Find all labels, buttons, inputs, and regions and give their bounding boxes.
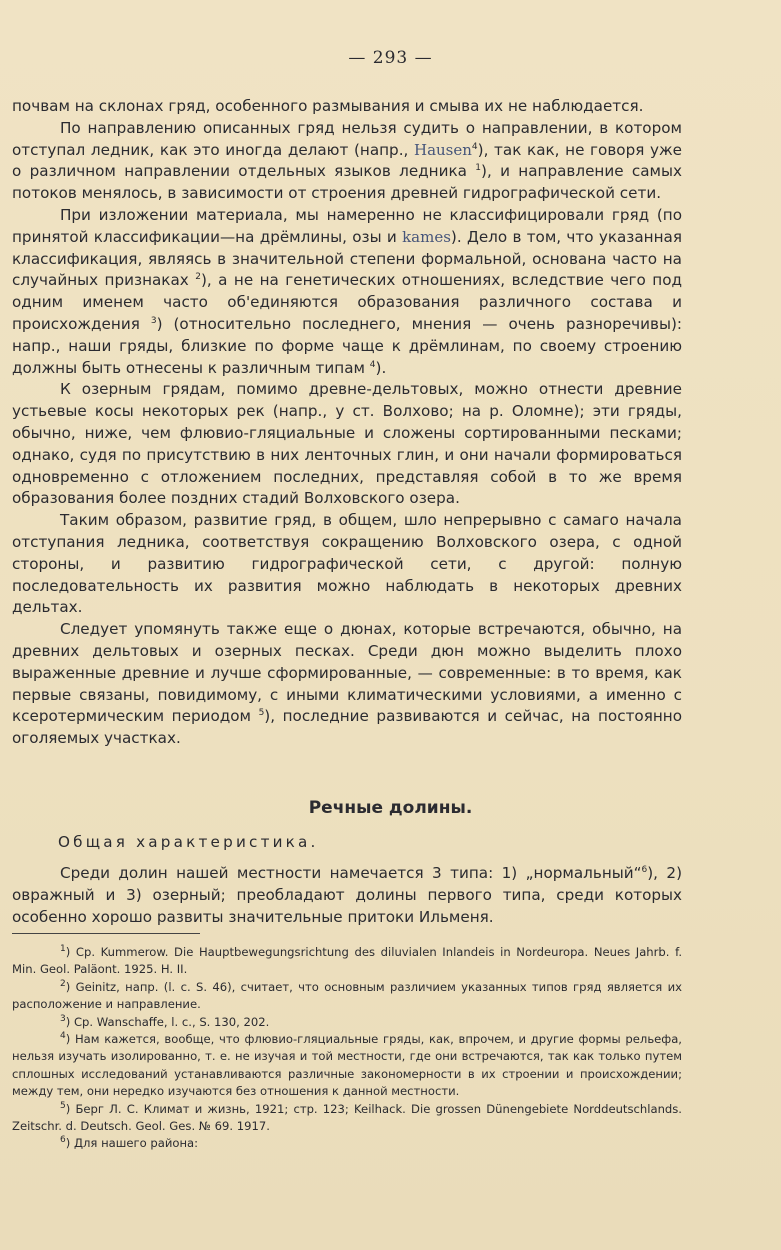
footnote-1 <box>12 944 682 979</box>
footnote-text: ) Для нашего района: <box>65 1136 199 1151</box>
paragraph-6-text-b: ), последние развиваются и сейчас, на постоянно оголяемых участках. <box>12 707 682 748</box>
paragraph-7-text-a: Среди долин нашей местности намечается 3 типа: 1) „нормальный“ <box>60 864 642 882</box>
paragraph-7-text-b: ), 2) овражный и 3) озерный; преобладают долины первого типа, среди которых особенно хорошо развиты значительные притоки Ильменя. <box>12 864 682 926</box>
section-heading: Речные долины. <box>308 798 473 818</box>
footnote-text: ) Ср. Wanschaffe, l. c., S. 130, 202. <box>65 1014 270 1029</box>
footnote-mark: 1 <box>60 944 66 955</box>
footnote-text: ) Нам кажется, вообще, что флювио-гляциальные гряды, как, впрочем, и другие формы рельефа, нельзя изучать изолированно, т. е. не изучая и той местности, где они встречаются, так как только путем сплошных исследований устанавливаются различные закономерности в их строении и происхождении; между тем, они нередко изучаются без отношения к данной местности. <box>12 1032 682 1099</box>
paragraph-6 <box>12 619 682 750</box>
paragraph-3-text-c: ), а не на генетических отношениях, вследствие чего под одним именем часто об'единяются образования различного состава и происхождения <box>12 271 682 333</box>
footnote-mark: 5 <box>60 1100 66 1111</box>
paragraph-3-text-a: При изложении материала, мы намеренно не классифицировали гряд (по принятой классификации—на дрёмлины, озы и <box>12 205 682 246</box>
page-number: — 293 — <box>348 48 433 68</box>
footnote-ref: 4 <box>471 141 478 152</box>
paragraph-5-text: Таким образом, развитие гряд, в общем, шло непрерывно с самаго начала отступания ледника, соответствуя сокращению Волховского озера, с одной стороны, и развитию гидрографической сети, с другой: полную последовательность их развития можно наблюдать в некоторых древних дельтах. <box>12 511 682 617</box>
paragraph-2-text-c: ), и направление самых потоков менялось, в зависимости от строения древней гидрографической сети. <box>12 162 682 203</box>
paragraph-2-text-a: По направлению описанных гряд нельзя судить о направлении, в котором отступал ледник, как это иногда делают (напр., <box>12 118 682 159</box>
footnote-mark: 3 <box>60 1013 66 1024</box>
paragraph-3-text-e: ). <box>375 358 387 377</box>
paragraph-1-text: почвам на склонах гряд, особенного размывания и смыва их не наблюдается. <box>12 97 644 115</box>
footnote-4 <box>12 1031 682 1101</box>
footnote-text: ) Берг Л. С. Климат и жизнь, 1921; стр. 123; Keilhack. Die grossen Dünengebiete Norddeutschlands. Zeitschr. d. Deutsch. Geol. Ges. № 69. 1917. <box>12 1101 682 1134</box>
footnote-ref: 3 <box>150 315 157 326</box>
paragraph-6-text-a: Следует упомянуть также еще о дюнах, которые встречаются, обычно, на древних дельтовых и озерных песках. Среди дюн можно выделить плохо выраженные древние и лучше сформированные, — современные: в то время, как первые связаны, повидимому, с иными климатическими условиями, а именно с ксеротермическим периодом <box>12 620 682 726</box>
footnote-mark: 4 <box>60 1031 66 1042</box>
footnote-6 <box>12 1135 682 1152</box>
section-text <box>12 862 682 928</box>
footnote-ref: 4 <box>369 359 376 370</box>
footnotes <box>12 944 682 1153</box>
footnote-2 <box>12 979 682 1014</box>
footnote-ref: 5 <box>258 708 265 719</box>
paragraph-2 <box>12 118 682 205</box>
body-text <box>12 96 682 750</box>
paragraph-3 <box>12 205 682 379</box>
paragraph-4-text: К озерным грядам, помимо древне-дельтовых, можно отнести древние устьевые косы некоторых рек (напр., у ст. Волхово; на р. Оломне); эти гряды, обычно, ниже, чем флювио-гляциальные и сложены сортированными песками; однако, судя по присутствию в них ленточных глин, и они начали формироваться одновременно с отложением последних, представляя собой в то же время образования более поздних стадий Волховского озера. <box>12 380 682 508</box>
paragraph-1 <box>12 96 682 118</box>
footnote-text: ) Ср. Kummerow. Die Hauptbewegungsrichtung des diluvialen Inlandeis in Nordeuropa. Neues Jahrb. f. Min. Geol. Paläont. 1925. H. II. <box>12 945 682 977</box>
paragraph-7 <box>12 862 682 928</box>
footnote-ref: 6 <box>641 864 648 875</box>
paragraph-3-text-b: ). Дело в том, что указанная классификация, являясь в значительной степени формальной, основана часто на случайных признаках <box>12 227 682 290</box>
footnote-mark: 6 <box>60 1135 66 1146</box>
paragraph-5 <box>12 510 682 619</box>
paragraph-2-text-b: ), так как, не говоря уже о различном направлении отдельных языков ледника <box>12 140 682 181</box>
footnote-3 <box>12 1014 682 1031</box>
paragraph-3-text-d: ) (относительно последнего, мнения — очень разноречивы): напр., наши гряды, близкие по форме чаще к дрёмлинам, по своему строению должны быть отнесены к различным типам <box>12 314 683 377</box>
citation-hausen: Hausen <box>414 140 472 159</box>
footnote-ref: 2 <box>195 272 201 283</box>
footnote-divider <box>12 933 200 934</box>
paragraph-4 <box>12 379 682 510</box>
footnote-text: ) Geinitz, напр. (l. c. S. 46), считает, что основным различием указанных типов гряд является их расположение и направление. <box>12 979 682 1012</box>
footnote-ref: 1 <box>475 163 482 174</box>
term-kames: kames <box>402 227 451 246</box>
footnote-5 <box>12 1101 682 1136</box>
footnote-mark: 2 <box>60 978 66 989</box>
section-subheading: Общая характеристика. <box>58 833 319 851</box>
